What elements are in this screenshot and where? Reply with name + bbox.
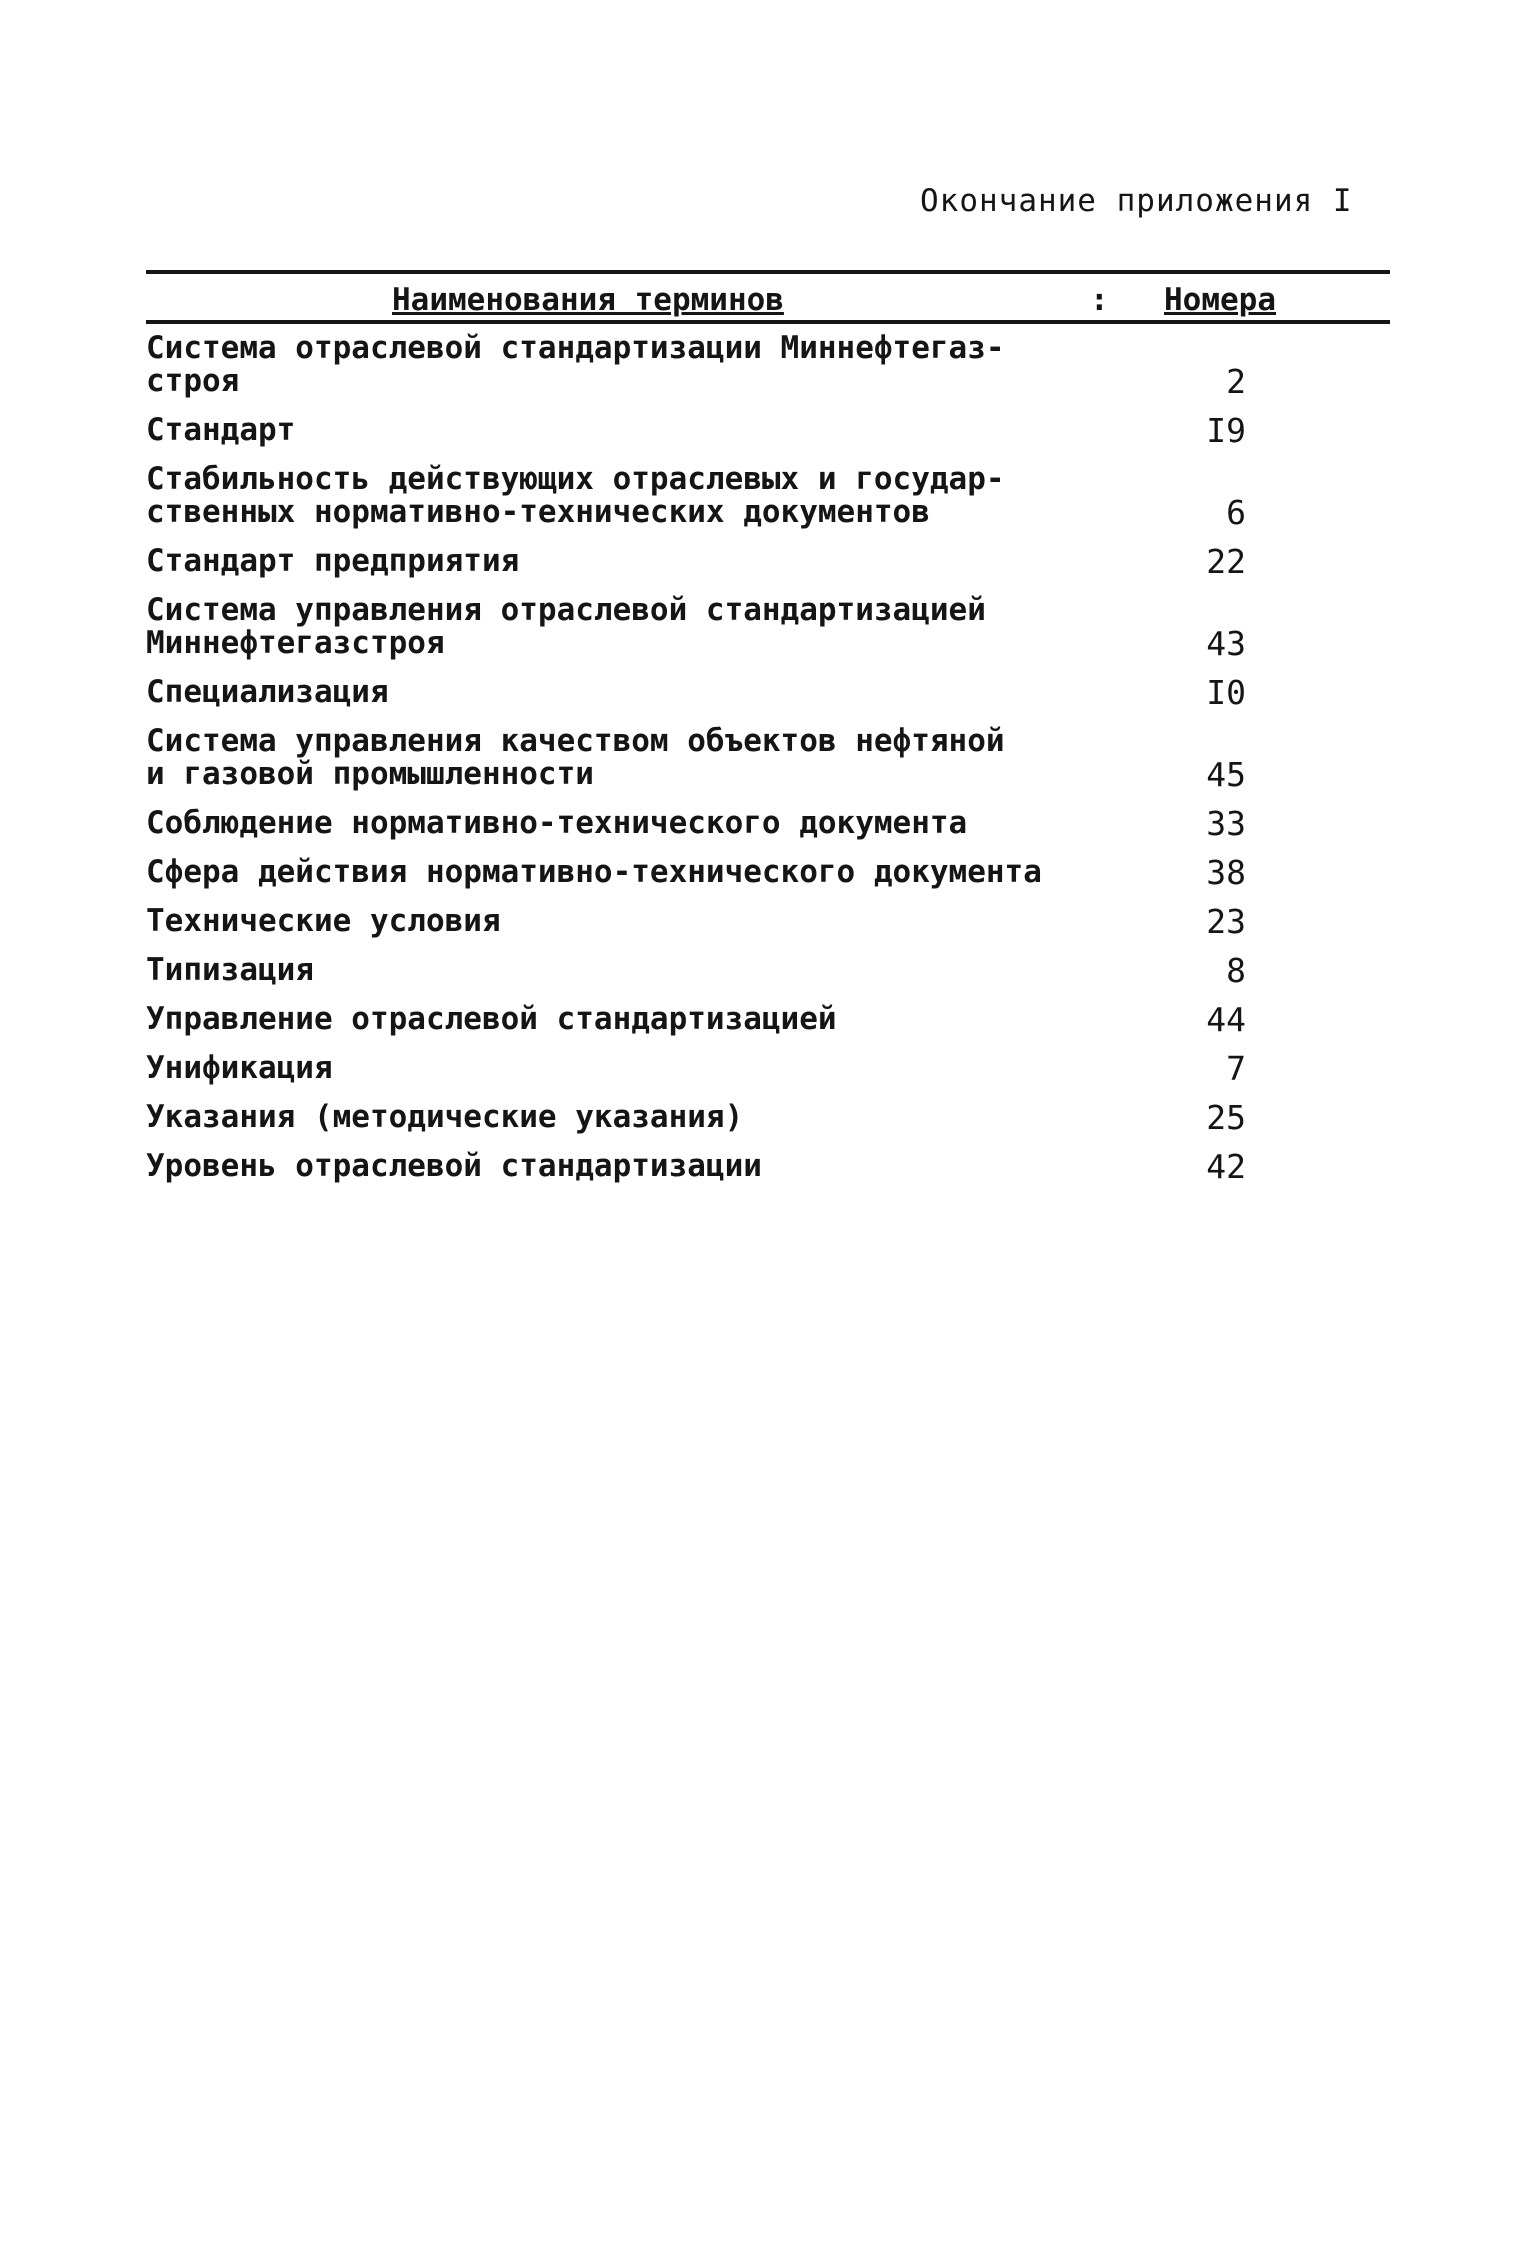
table-row [146, 542, 1246, 581]
term-number: 22 [1206, 542, 1246, 581]
continuation-label: Окончание приложения I [920, 183, 1353, 219]
table-row [146, 330, 1246, 401]
term-number: I9 [1206, 411, 1246, 450]
table-row [146, 1147, 1246, 1186]
table-row [146, 592, 1246, 663]
term-name: Уровень отраслевой стандартизации [146, 1148, 762, 1184]
term-name: Стандарт [146, 412, 296, 448]
table-row [146, 1098, 1246, 1137]
header-term-names: Наименования терминов [392, 282, 784, 318]
term-number: 38 [1206, 853, 1246, 892]
term-name: Технические условия [146, 903, 501, 939]
table-row [146, 723, 1246, 794]
term-name: Указания (методические указания) [146, 1099, 744, 1135]
term-number: 44 [1206, 1000, 1246, 1039]
term-number: I0 [1206, 673, 1246, 712]
term-number: 6 [1226, 493, 1246, 532]
table-row [146, 461, 1246, 532]
term-name: Типизация [146, 952, 314, 988]
table-row [146, 804, 1246, 843]
header-separator: : [1090, 282, 1109, 318]
table-row [146, 411, 1246, 450]
table-row [146, 951, 1246, 990]
term-number: 33 [1206, 804, 1246, 843]
header-numbers: Номера [1164, 282, 1276, 318]
table-row [146, 673, 1246, 712]
term-number: 45 [1206, 755, 1246, 794]
term-number: 23 [1206, 902, 1246, 941]
term-name: Соблюдение нормативно-технического документа [146, 805, 968, 841]
table-row [146, 1000, 1246, 1039]
terms-table [146, 332, 1246, 1199]
term-name: Сфера действия нормативно-технического документа [146, 854, 1042, 890]
term-name: Унификация [146, 1050, 333, 1086]
term-name: Система отраслевой стандартизации Миннефтегаз- строя [146, 330, 1005, 399]
term-name: Специализация [146, 674, 389, 710]
term-name: Стабильность действующих отраслевых и государ- ственных нормативно-технических документов [146, 461, 1005, 530]
term-name: Стандарт предприятия [146, 543, 520, 579]
term-name: Управление отраслевой стандартизацией [146, 1001, 837, 1037]
term-number: 43 [1206, 624, 1246, 663]
table-top-rule [146, 270, 1390, 274]
term-number: 7 [1226, 1049, 1246, 1088]
table-row [146, 902, 1246, 941]
term-name: Система управления качеством объектов нефтяной и газовой промышленности [146, 723, 1005, 792]
term-number: 2 [1226, 362, 1246, 401]
term-number: 42 [1206, 1147, 1246, 1186]
term-number: 8 [1226, 951, 1246, 990]
term-number: 25 [1206, 1098, 1246, 1137]
table-header-rule [146, 320, 1390, 324]
term-name: Система управления отраслевой стандартизацией Миннефтегазстроя [146, 592, 986, 661]
table-row [146, 1049, 1246, 1088]
table-row [146, 853, 1246, 892]
